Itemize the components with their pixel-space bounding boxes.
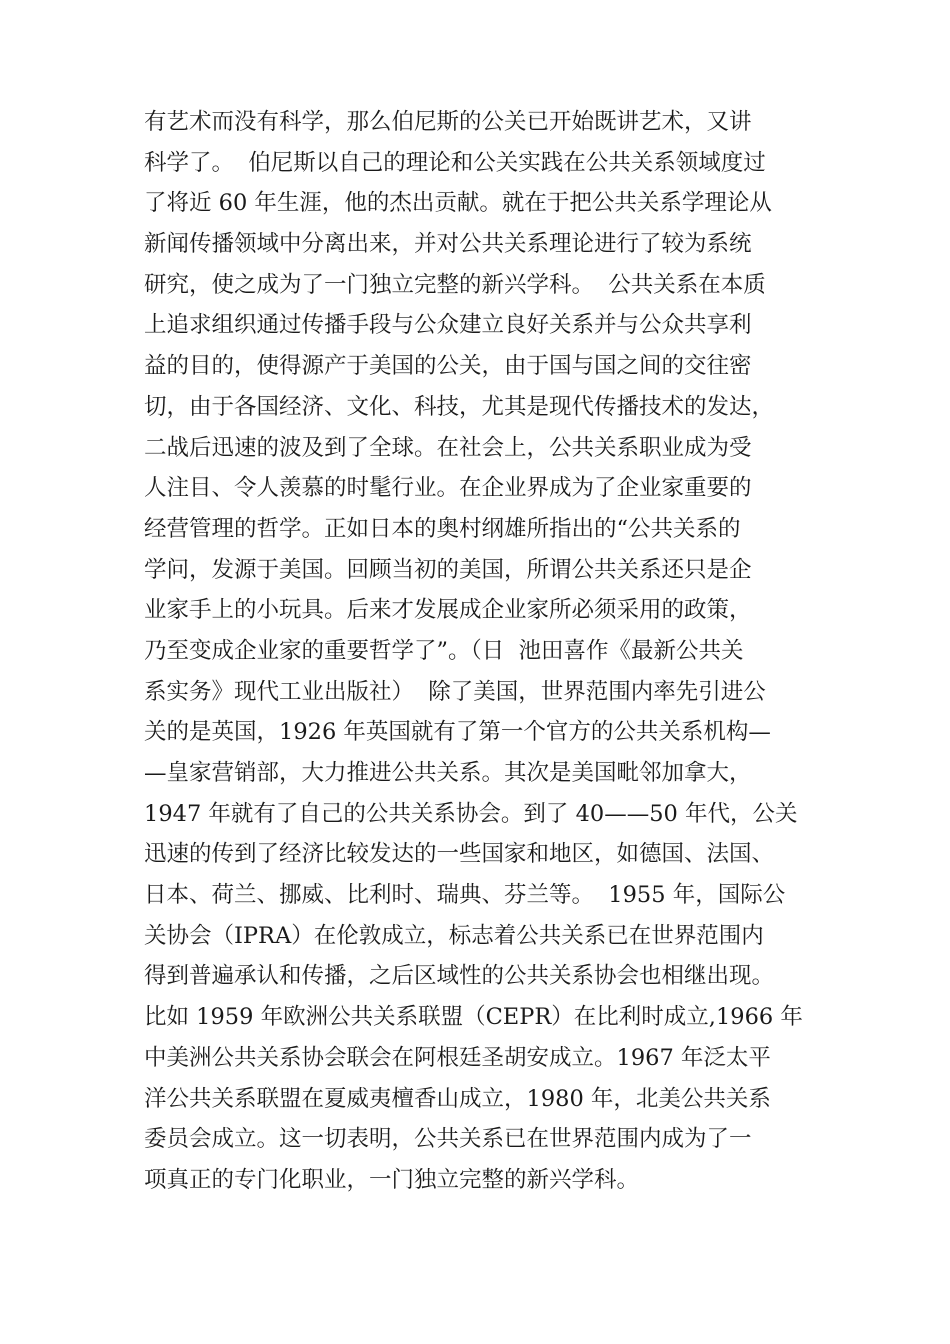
text-line: 科学了。 伯尼斯以自己的理论和公关实践在公共关系领域度过 [144,149,766,176]
text-line: 上追求组织通过传播手段与公众建立良好关系并与公众共享利 [144,312,752,339]
text-line: 1947 年就有了自己的公共关系协会。到了 40——50 年代，公关 [144,800,798,827]
text-line: 委员会成立。这一切表明，公共关系已在世界范围内成为了一 [144,1126,752,1153]
text-line: 比如 1959 年欧洲公共关系联盟（CEPR）在比利时成立,1966 年 [144,1004,803,1031]
text-line: 有艺术而没有科学，那么伯尼斯的公关已开始既讲艺术，又讲 [144,109,752,135]
text-line: 业家手上的小玩具。后来才发展成企业家所必须采用的政策， [144,597,752,624]
text-line: 了将近 60 年生涯，他的杰出贡献。就在于把公共关系学理论从 [144,190,772,217]
text-line: 经营管理的哲学。正如日本的奥村纲雄所指出的“公共关系的 [144,515,741,542]
text-line: 日本、荷兰、挪威、比利时、瑞典、芬兰等。 1955 年，国际公 [144,882,786,909]
text-line: 系实务》现代工业出版社） 除了美国，世界范围内率先引进公 [144,678,766,705]
text-line: 项真正的专门化职业，一门独立完整的新兴学科。 [144,1166,640,1193]
body-text [144,102,834,1201]
text-line: 得到普遍承认和传播，之后区域性的公共关系协会也相继出现。 [144,963,775,990]
text-line: 切，由于各国经济、文化、科技，尤其是现代传播技术的发达， [144,393,775,420]
text-line: 益的目的，使得源产于美国的公关，由于国与国之间的交往密 [144,353,752,380]
text-line: 人注目、令人羡慕的时髦行业。在企业界成为了企业家重要的 [144,475,752,502]
text-line: 关协会（IPRA）在伦敦成立，标志着公共关系已在世界范围内 [144,922,764,949]
text-line: 关的是英国，1926 年英国就有了第一个官方的公共关系机构— [144,719,771,746]
text-line: 洋公共关系联盟在夏威夷檀香山成立，1980 年，北美公共关系 [144,1085,771,1112]
text-line: 学问，发源于美国。回顾当初的美国，所谓公共关系还只是企 [144,556,752,583]
text-line: 中美洲公共关系协会联会在阿根廷圣胡安成立。1967 年泛太平 [144,1044,771,1071]
text-line: 研究，使之成为了一门独立完整的新兴学科。 公共关系在本质 [144,271,766,298]
text-line: 迅速的传到了经济比较发达的一些国家和地区，如德国、法国、 [144,841,775,868]
text-line: 二战后迅速的波及到了全球。在社会上，公共关系职业成为受 [144,434,752,461]
text-line: 乃至变成企业家的重要哲学了”。（日 池田喜作《最新公共关 [144,637,744,664]
text-line: —皇家营销部，大力推进公共关系。其次是美国毗邻加拿大， [144,760,752,786]
text-line: 新闻传播领域中分离出来，并对公共关系理论进行了较为系统 [144,231,752,258]
